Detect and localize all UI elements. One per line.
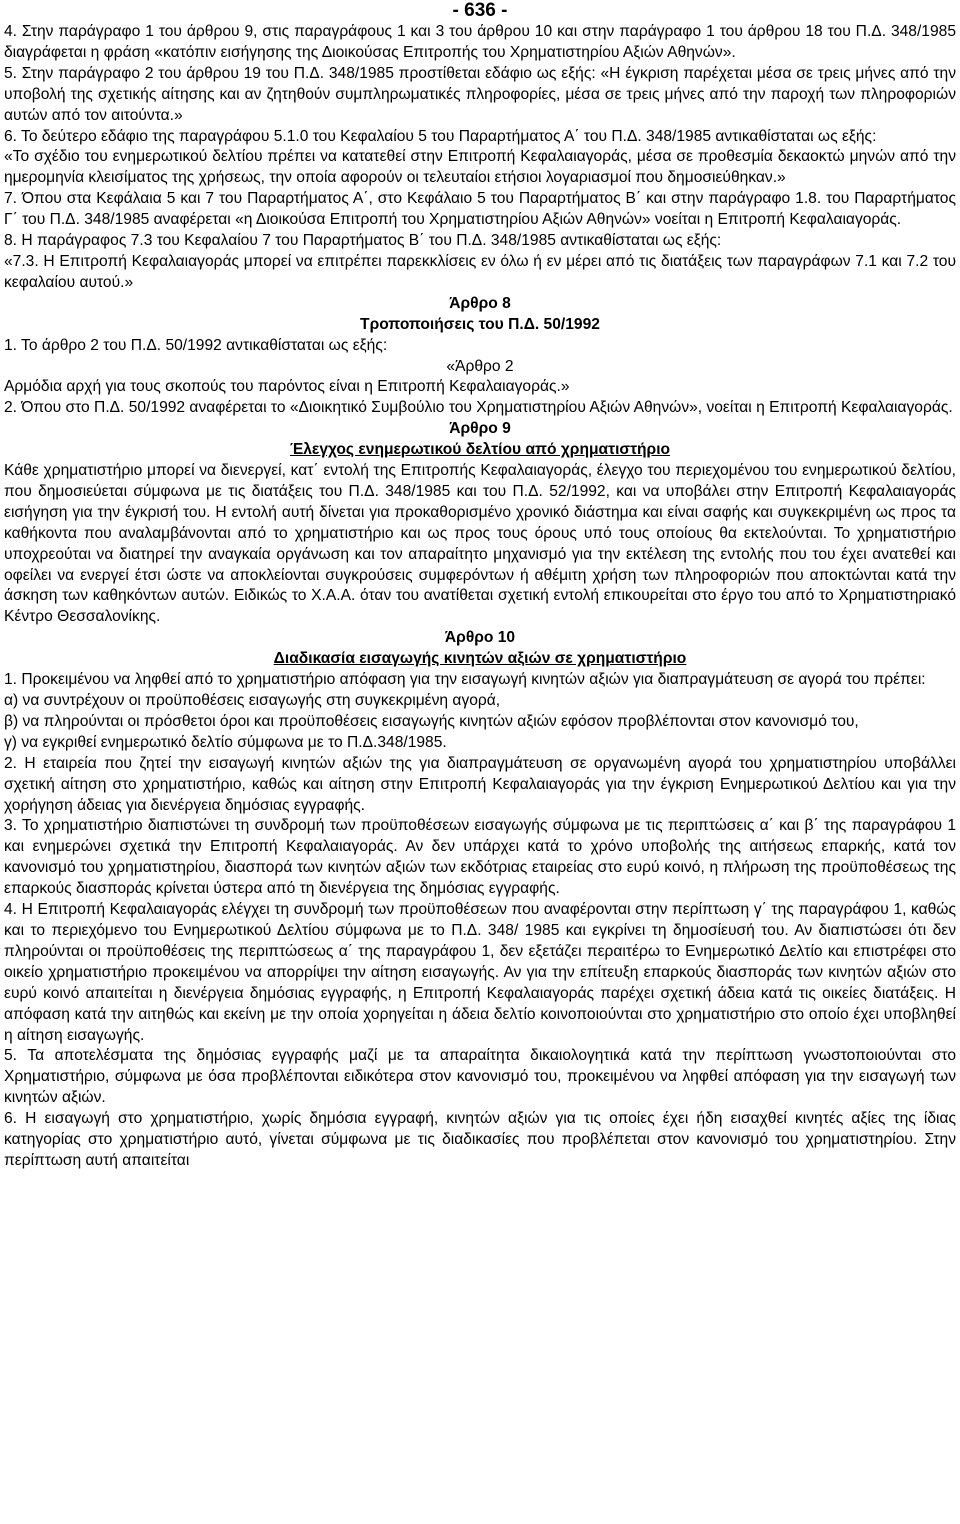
article-title: Διαδικασία εισαγωγής κινητών αξιών σε χρηματιστήριο <box>273 650 687 668</box>
paragraph: 7. Όπου στα Κεφάλαια 5 και 7 του Παραρτήματος Α΄, στο Κεφάλαιο 5 του Παραρτήματος Β΄ και στην παράγραφο 1.8. του Παραρτήματος Γ΄ του Π.Δ. 348/1985 αναφέρεται «η Διοικούσα Επιτροπή του Χρηματιστηρίου Αξιών Αθηνών» νοείται η Επιτροπή Κεφαλαιαγοράς. <box>4 190 956 229</box>
paragraph: «Το σχέδιο του ενημερωτικού δελτίου πρέπει να κατατεθεί στην Επιτροπή Κεφαλαιαγοράς, μέσα σε προθεσμία δεκαοκτώ μηνών από την ημερομηνία κλεισίματος της χρήσεως, την οποία αφορούν οι τελευταίοι ετήσιοι λογαριασμοί που δημοσιεύθηκαν.» <box>4 148 956 187</box>
paragraph: «7.3. Η Επιτροπή Κεφαλαιαγοράς μπορεί να επιτρέπει παρεκκλίσεις εν όλω ή εν μέρει από τις διατάξεις των παραγράφων 7.1 και 7.2 του κεφαλαίου αυτού.» <box>4 252 956 291</box>
paragraph: 3. Το χρηματιστήριο διαπιστώνει τη συνδρομή των προϋποθέσεων εισαγωγής σύμφωνα με τις περιπτώσεις α΄ και β΄ της παραγράφου 1 και ενημερώνει σχετικά την Επιτροπή Κεφαλαιαγοράς. Αν δεν υπάρχει κατά το χρόνο υποβολής της αιτήσεως επαρκής, κατά τον κανονισμό του χρηματιστηρίου, διασπορά των κινητών αξιών των εκδότριας εταιρείας στο ευρύ κοινό, η πλήρωση της προϋποθέσεως της επαρκούς διασποράς κρίνεται ύστερα από τη διενέργεια της δημόσιας εγγραφής. <box>4 817 956 898</box>
paragraph: 8. Η παράγραφος 7.3 του Κεφαλαίου 7 του Παραρτήματος Β΄ του Π.Δ. 348/1985 αντικαθίσταται ως εξής: <box>4 232 722 250</box>
paragraph: 4. Στην παράγραφο 1 του άρθρου 9, στις παραγράφους 1 και 3 του άρθρου 10 και στην παράγραφο 1 του άρθρου 18 του Π.Δ. 348/1985 διαγράφεται η φράση «κατόπιν εισήγησης της Διοικούσας Επιτροπής του Χρηματιστηρίου Αξιών Αθηνών». <box>4 23 956 61</box>
paragraph: β) να πληρούνται οι πρόσθετοι όροι και προϋποθέσεις εισαγωγής κινητών αξιών εφόσον προβλέπονται στον κανονισμό του, <box>4 712 859 730</box>
paragraph: «Άρθρο 2 <box>446 357 514 375</box>
paragraph: 1. Προκειμένου να ληφθεί από το χρηματιστήριο απόφαση για την εισαγωγή κινητών αξιών για διαπραγμάτευση σε αγορά του πρέπει: <box>4 671 926 689</box>
article-title: Έλεγχος ενημερωτικού δελτίου από χρηματιστήριο <box>289 441 671 459</box>
paragraph: Αρμόδια αρχή για τους σκοπούς του παρόντος είναι η Επιτροπή Κεφαλαιαγοράς.» <box>4 378 570 396</box>
paragraph: 1. Το άρθρο 2 του Π.Δ. 50/1992 αντικαθίσταται ως εξής: <box>4 336 388 354</box>
page-number: - 636 - <box>452 0 508 21</box>
paragraph: Κάθε χρηματιστήριο μπορεί να διενεργεί, κατ΄ εντολή της Επιτροπής Κεφαλαιαγοράς, έλεγχο του περιεχομένου του ενημερωτικού δελτίου, που δημοσιεύεται σύμφωνα με τις διατάξεις του Π.Δ. 348/1985 και του Π.Δ. 52/1992, και να υποβάλει στην Επιτροπή Κεφαλαιαγοράς εισήγηση για την έγκρισή του. Η εντολή αυτή δίνεται για προκαθορισμένο χρονικό διάστημα και είναι σαφής και συγκεκριμένη ως προς τα καθήκοντα που αναλαμβάνονται από το χρηματιστήριο και ως προς τους όρους υπό τους οποίους θα εκτελούνται. Το χρηματιστήριο υποχρεούται να διατηρεί την αναγκαία οργάνωση και τον απαραίτητο μηχανισμό για την εκτέλεση της εντολής που του έχει ανατεθεί και οφείλει να ενεργεί έτσι ώστε να αποκλείονται συγκρούσεις συμφερόντων ή αθέμιτη χρήση των πληροφοριών που αποκτώνται κατά την άσκηση των καθηκόντων αυτών. Ειδικώς το Χ.Α.Α. όταν του ανατίθεται σχετική εντολή επικουρείται στο έργο του από το Χρηματιστηριακό Κέντρο Θεσσαλονίκης. <box>4 462 956 626</box>
article-heading: Άρθρο 9 <box>449 420 511 438</box>
article-heading: Άρθρο 8 <box>449 294 511 312</box>
article-title: Τροποποιήσεις του Π.Δ. 50/1992 <box>360 315 600 333</box>
paragraph: 2. Η εταιρεία που ζητεί την εισαγωγή κινητών αξιών της για διαπραγμάτευση σε οργανωμένη αγορά του χρηματιστηρίου υποβάλλει σχετική αίτηση στο χρηματιστήριο, καθώς και αίτηση στην Επιτροπή Κεφαλαιαγοράς για την έγκριση Ενημερωτικού Δελτίου και για την χορήγηση άδειας για διενέργεια δημόσιας εγγραφής. <box>4 754 956 814</box>
article-heading: Άρθρο 10 <box>444 629 516 647</box>
paragraph: 6. Η εισαγωγή στο χρηματιστήριο, χωρίς δημόσια εγγραφή, κινητών αξιών για τις οποίες έχει ήδη εισαχθεί κινητές αξίες της ίδιας κατηγορίας στο χρηματιστήριο αυτό, γίνεται σύμφωνα με τις διαδικασίες που προβλέπεται στον κανονισμό του χρηματιστηρίου. Στην περίπτωση αυτή απαιτείται <box>4 1110 956 1169</box>
paragraph: 5. Στην παράγραφο 2 του άρθρου 19 του Π.Δ. 348/1985 προστίθεται εδάφιο ως εξής: «Η έγκριση παρέχεται μέσα σε τρεις μήνες από την υποβολή της σχετικής αίτησης και αν ζητηθούν συμπληρωματικές πληροφορίες, μέσα σε τρεις μήνες από την παροχή των πληροφοριών αυτών από τον αιτούντα.» <box>4 64 956 124</box>
paragraph: 2. Όπου στο Π.Δ. 50/1992 αναφέρεται το «Διοικητικό Συμβούλιο του Χρηματιστηρίου Αξιών Αθηνών», νοείται η Επιτροπή Κεφαλαιαγοράς. <box>4 399 953 417</box>
paragraph: 5. Τα αποτελέσματα της δημόσιας εγγραφής μαζί με τα απαραίτητα δικαιολογητικά κατά την περίπτωση γνωστοποιούνται στο Χρηματιστήριο, σύμφωνα με όσα προβλέπονται ειδικότερα στον κανονισμό του, προκειμένου να ληφθεί απόφαση για την εισαγωγή των κινητών αξιών. <box>4 1047 956 1107</box>
paragraph: 4. Η Επιτροπή Κεφαλαιαγοράς ελέγχει τη συνδρομή των προϋποθέσεων που αναφέρονται στην περίπτωση γ΄ της παραγράφου 1, καθώς και το περιεχόμενο του Ενημερωτικού Δελτίου σύμφωνα με το Π.Δ. 348/ 1985 και εγκρίνει τη δημοσίευσή του. Αν διαπιστώσει ότι δεν πληρούνται οι προϋποθέσεις της περιπτώσεως α΄ της παραγράφου 1, δεν εξετάζει περαιτέρω το Ενημερωτικό Δελτίο και επιστρέφει στο οικείο χρηματιστήριο προκειμένου να απορρίψει την αίτηση εισαγωγής. Αν για την επίτευξη επαρκούς διασποράς των κινητών αξιών στο ευρύ κοινό απαιτείται η διενέργεια δημόσιας εγγραφής, η Επιτροπή Κεφαλαιαγοράς παρέχει σχετική άδεια κατά τις οικείες διατάξεις. Η απόφαση κατά την αιτηθώς και εκείνη με την οποία χορηγείται η άδεια δελτίο κοινοποιούνται στο χρηματιστήριο στο οποίο έχει υποβληθεί η αίτηση εισαγωγής. <box>4 901 956 1044</box>
paragraph: 6. Το δεύτερο εδάφιο της παραγράφου 5.1.0 του Κεφαλαίου 5 του Παραρτήματος Α΄ του Π.Δ. 348/1985 αντικαθίσταται ως εξής: <box>4 127 877 145</box>
paragraph: α) να συντρέχουν οι προϋποθέσεις εισαγωγής στη συγκεκριμένη αγορά, <box>4 692 501 709</box>
paragraph: γ) να εγκριθεί ενημερωτικό δελτίο σύμφωνα με το Π.Δ.348/1985. <box>4 733 447 751</box>
document-body <box>4 22 956 1172</box>
